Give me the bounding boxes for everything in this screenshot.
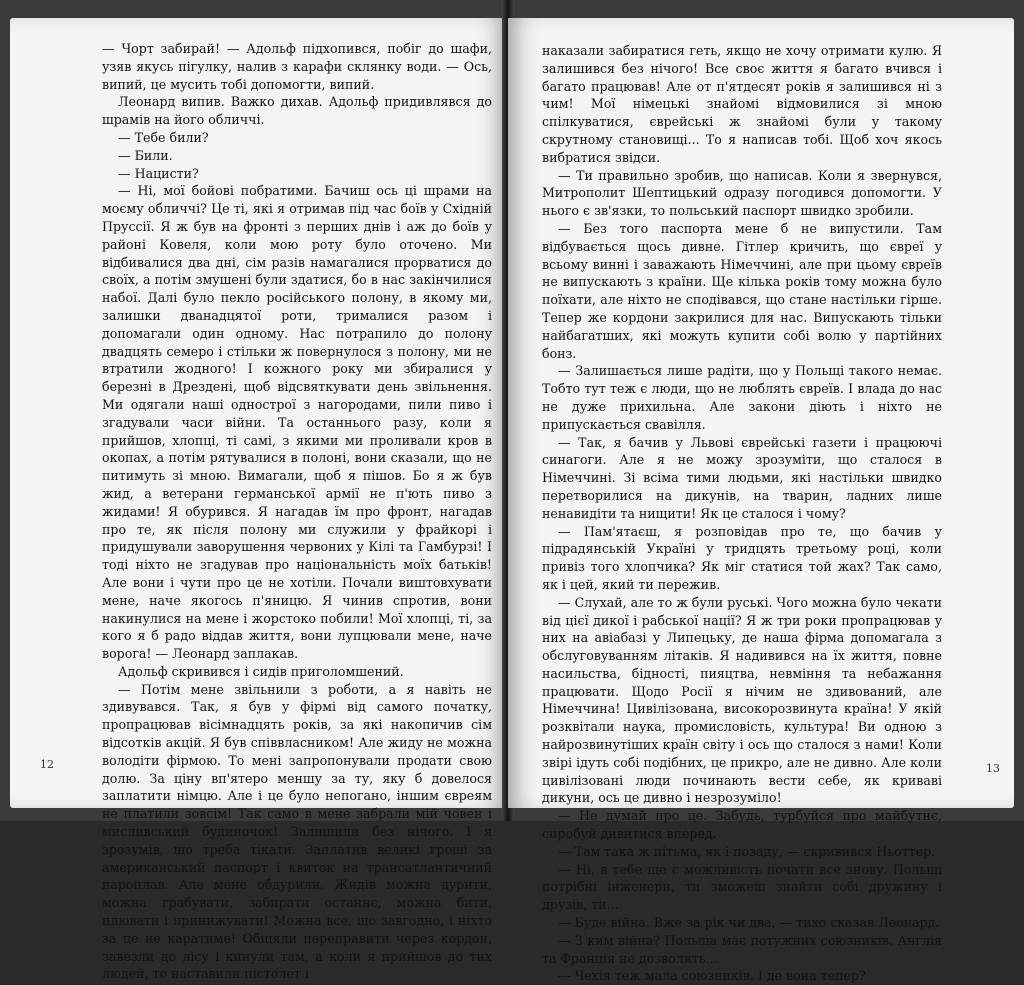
paragraph: — Потім мене звільнили з роботи, а я навіть не здивувався. Так, я був у фірмі від самого початку, пропрацював вісімнадцять років, за які накопичив сім відсотків акцій. Я був співвласником! Але жиду не можна володіти фірмою. То мені запропонували продати свою долю. За ціну вп'ятеро меншу за ту, яку б довелося заплатити німцю. Але і це було непогано, іншим євреям не платили зовсім! Так само в мене забрали мій човен і мисливський будиночок! Залишили без нічого. І я зрозумів, що треба тікати. Заплатив великі гроші за американський паспорт і квиток на трансатлантичний пароплав. Але мене обдурили. Жидів можна дурити, можна грабувати, забирати останнє, можна бити, плювати і принижувати! Можна все, що завгодно, і ніхто за це не каратиме! Обіцяли переправити через кордон, завезли до лісу і кинули там, а коли я прийшов до тих людей, то наставили пістолет і <box>102 681 492 982</box>
paragraph: — Ні, мої бойові побратими. Бачиш ось ці шрами на моєму обличчі? Це ті, які я отримав під час боїв у Східній Пруссії. Я ж був на фронті з перших днів і аж до боїв у районі Ковеля, коли мою роту було оточено. Ми відбивалися два дні, сім разів намагалися прорватися до своїх, а потім змушені були здатися, бо в нас закінчилися набої. Далі було пекло російського полону, в якому ми, залишки дванадцятої роти, трималися разом і допомагали один одному. Нас потрапило до полону двадцять семеро і стільки ж повернулося з полону, ми не втратили жодного! І кожного року ми збиралися у березні в Дрездені, щоб відсвяткувати день звільнення. Ми одягали наші однострої з нагородами, пили пиво і згадували часи війни. Та останнього разу, коли я прийшов, хлопці, ті самі, з якими ми проливали кров в окопах, а потім рятувалися в полоні, вони сказали, що не питимуть зі мною. Вимагали, щоб я пішов. Бо я ж був жид, а ветерани германської армії не п'ють пиво з жидами! Я обурився. Я нагадав їм про фронт, нагадав про те, як після полону ми служили у фрайкорі і придушували заворушення червоних у Кілі та Гамбурзі! І тоді ніхто не згадував про національність моїх батьків! Але вони і чути про це не хотіли. Почали виштовхувати мене, наче якогось п'яницю. Я чинив спротив, вони накинулися на мене і жорстоко побили! Мої хлопці, ті, за кого я б радо віддав життя, вони лупцювали мене, наче ворога! — Леонард заплакав. <box>102 183 492 662</box>
paragraph: — Чехія теж мала союзників. І де вона тепер? <box>558 968 866 984</box>
paragraph: — Ти правильно зробив, що написав. Коли я звернувся, Митрополит Шептицький одразу погодився допомогти. У нього є зв'язки, то польський паспорт швидко зробили. <box>542 167 942 219</box>
paragraph: — Без того паспорта мене б не випустили. Там відбувається щось дивне. Гітлер кричить, що євреї у всьому винні і заважають Німеччині, але при цьому євреїв не випускають з країни. Ще кілька років тому можна було поїхати, але ніхто не сподівався, що стане настільки гірше. Тепер же кордони закрилися для нас. Випускають тільки найбагатших, які можуть купити собі волю у партійних бонз. <box>542 220 942 361</box>
right-page-text <box>542 42 942 985</box>
paragraph: — Чорт забирай! — Адольф підхопився, побіг до шафи, узяв якусь пігулку, налив з карафи склянку води. — Ось, випий, це мусить тобі допомогти, випий. <box>102 41 492 92</box>
left-page-text <box>102 40 492 983</box>
page-number-right: 13 <box>986 762 1000 775</box>
paragraph: — Так, я бачив у Львові єврейські газети і працюючі синагоги. Але я не можу зрозуміти, що сталося в Німеччині. Зі всіма тими людьми, які настільки швидко перетворилися на дикунів, на тварин, ладних лише ненавидіти та нищити! Як це сталося і чому? <box>542 434 942 521</box>
paragraph: Адольф скривився і сидів приголомшений. <box>118 663 404 679</box>
paragraph: — Там така ж пітьма, як і позаду, — скривився Ньоттер. <box>558 843 936 859</box>
paragraph: Леонард випив. Важко дихав. Адольф придивлявся до шрамів на його обличчі. <box>102 94 492 128</box>
paragraph: — Слухай, але то ж були руські. Чого можна було чекати від цієї дикої і рабської нації? Я ж три роки пропрацював у них на авіабазі у Липецьку, де наша фірма допомагала з обслуговуванням літаків. Я надивився на їх життя, повне насильства, бідності, пияцтва, невміння та небажання працювати. Щодо Росії я нічим не здивований, але Німеччина! Цивілізована, високорозвинута країна! У якій розквітали наука, промисловість, культура! Ви одною з найрозвинутіших країн світу і ось що сталося з нами! Коли звірі ідуть собі подібних, це прикро, але не дивно. Але коли цивілізовані люди починають вести себе, як криваві дикуни, ось це дивно і незрозуміло! <box>542 594 942 806</box>
paragraph: — Не думай про це. Забудь, турбуйся про майбутнє, спробуй дивитися вперед. <box>542 808 942 842</box>
paragraph: наказали забиратися геть, якщо не хочу отримати кулю. Я залишився без нічого! Все своє життя я багато вчився і багато працював! Але от п'ятдесят років я залишився ні з чим! Мої німецькі знайомі відмовилися зі мною спілкуватися, єврейські ж знайомі були у такому скрутному становищі... То я написав тобі. Щоб хоч якось вибратися звідси. <box>542 43 942 165</box>
paragraph: — Пам'ятаєш, я розповідав про те, що бачив у підрадянській Україні у тридцять третьому році, коли привіз того хлопчика? Як міг статися той жах? Так само, як і цей, який ти пережив. <box>542 523 942 592</box>
paragraph: — Залишається лише радіти, що у Польщі такого немає. Тобто тут теж є люди, що не люблять євреїв. І влада до нас не дуже прихильна. Але закони діють і ніхто не припускається свавілля. <box>542 363 942 432</box>
paragraph: — Били. <box>118 147 173 163</box>
left-page <box>10 18 507 982</box>
paragraph: — Нацисти? <box>118 165 199 181</box>
right-page <box>508 18 1014 984</box>
paragraph: — Ні, в тебе ще є можливість почати все знову. Польщі потрібні інженери, ти зможеш знайти собі дружину і друзів, ти... <box>542 861 942 913</box>
paragraph: — З ким війна? Польща має потужних союзників. Англія та Франція не дозволять... <box>542 932 942 966</box>
paragraph: — Буде війна. Вже за рік чи два, — тихо сказав Леонард. <box>558 915 940 931</box>
page-number-left: 12 <box>40 758 54 771</box>
paragraph: — Тебе били? <box>118 129 209 145</box>
